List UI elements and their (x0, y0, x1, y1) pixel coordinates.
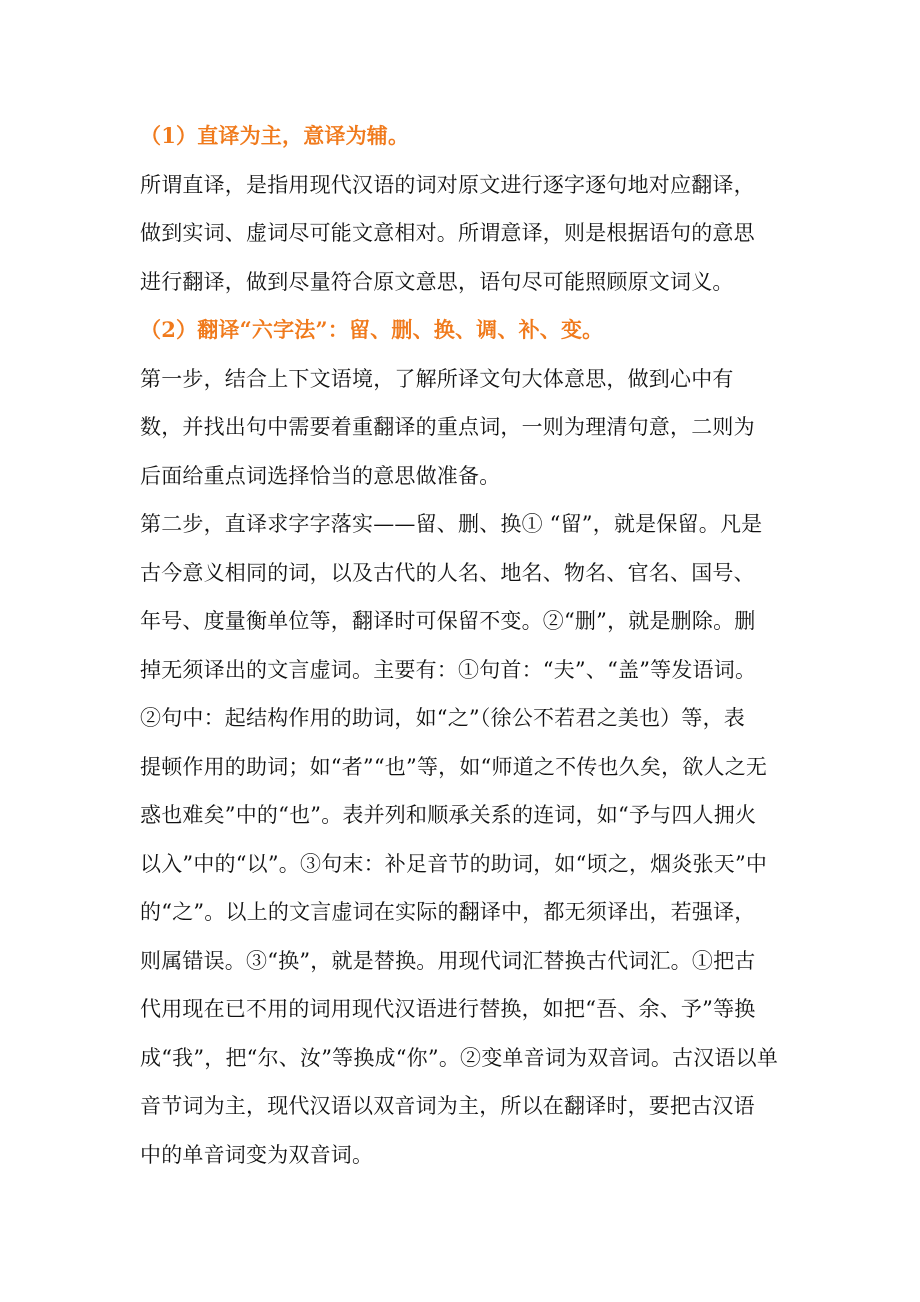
text-line: 掉无须译出的文言虚词。主要有：①句首：“夫”、“盖”等发语词。 (140, 657, 757, 682)
text-line: 中的单音词变为双音词。 (140, 1142, 374, 1167)
text-line: 提顿作用的助词；如“者”“也”等，如“师道之不传也久矣，欲人之无 (140, 754, 768, 779)
text-line: 成“我”，把“尔、汝”等换成“你”。②变单音词为双音词。古汉语以单 (140, 1045, 779, 1070)
text-line: ②句中：起结构作用的助词，如“之”（徐公不若君之美也）等，表 (140, 706, 745, 730)
heading-literal-translation: （1）直译为主，意译为辅。 (140, 123, 410, 148)
paragraph-step-two (140, 500, 790, 1179)
text-line: 古今意义相同的词，以及古代的人名、地名、物名、官名、国号、 (140, 560, 755, 585)
heading-six-character-method: （2）翻译“六字法”：留、删、换、调、补、变。 (140, 317, 604, 342)
text-line: 第二步，直译求字字落实——留、删、换① “留”，就是保留。凡是 (140, 512, 763, 536)
text-line: 做到实词、虚词尽可能文意相对。所谓意译，则是根据语句的意思 (140, 221, 755, 245)
text-line: 年号、度量衡单位等，翻译时可保留不变。②“删”，就是删除。删 (140, 609, 756, 633)
text-line: 代用现在已不用的词用现代汉语进行替换，如把“吾、余、予”等换 (140, 997, 756, 1021)
text-line: 则属错误。③“换”，就是替换。用现代词汇替换古代词汇。①把古 (140, 948, 756, 973)
paragraph-literal-translation (140, 161, 790, 307)
text-line: 惑也难矣”中的“也”。表并列和顺承关系的连词，如“予与四人拥火 (140, 803, 757, 827)
text-line: 音节词为主，现代汉语以双音词为主，所以在翻译时，要把古汉语 (140, 1094, 755, 1118)
text-line: 数，并找出句中需要着重翻译的重点词，一则为理清句意，二则为 (140, 415, 755, 439)
text-line: 后面给重点词选择恰当的意思做准备。 (140, 463, 501, 488)
text-line: 以入”中的“以”。③句末：补足音节的助词，如“顷之，烟炎张天”中 (140, 851, 768, 876)
paragraph-step-one (140, 355, 790, 501)
document-body (140, 112, 790, 1179)
text-line: 所谓直译，是指用现代汉语的词对原文进行逐字逐句地对应翻译， (140, 172, 755, 197)
text-line: 进行翻译，做到尽量符合原文意思，语句尽可能照顾原文词义。 (140, 269, 734, 294)
text-line: 第一步，结合上下文语境，了解所译文句大体意思，做到心中有 (140, 366, 734, 391)
text-line: 的“之”。以上的文言虚词在实际的翻译中，都无须译出，若强译， (140, 900, 756, 924)
